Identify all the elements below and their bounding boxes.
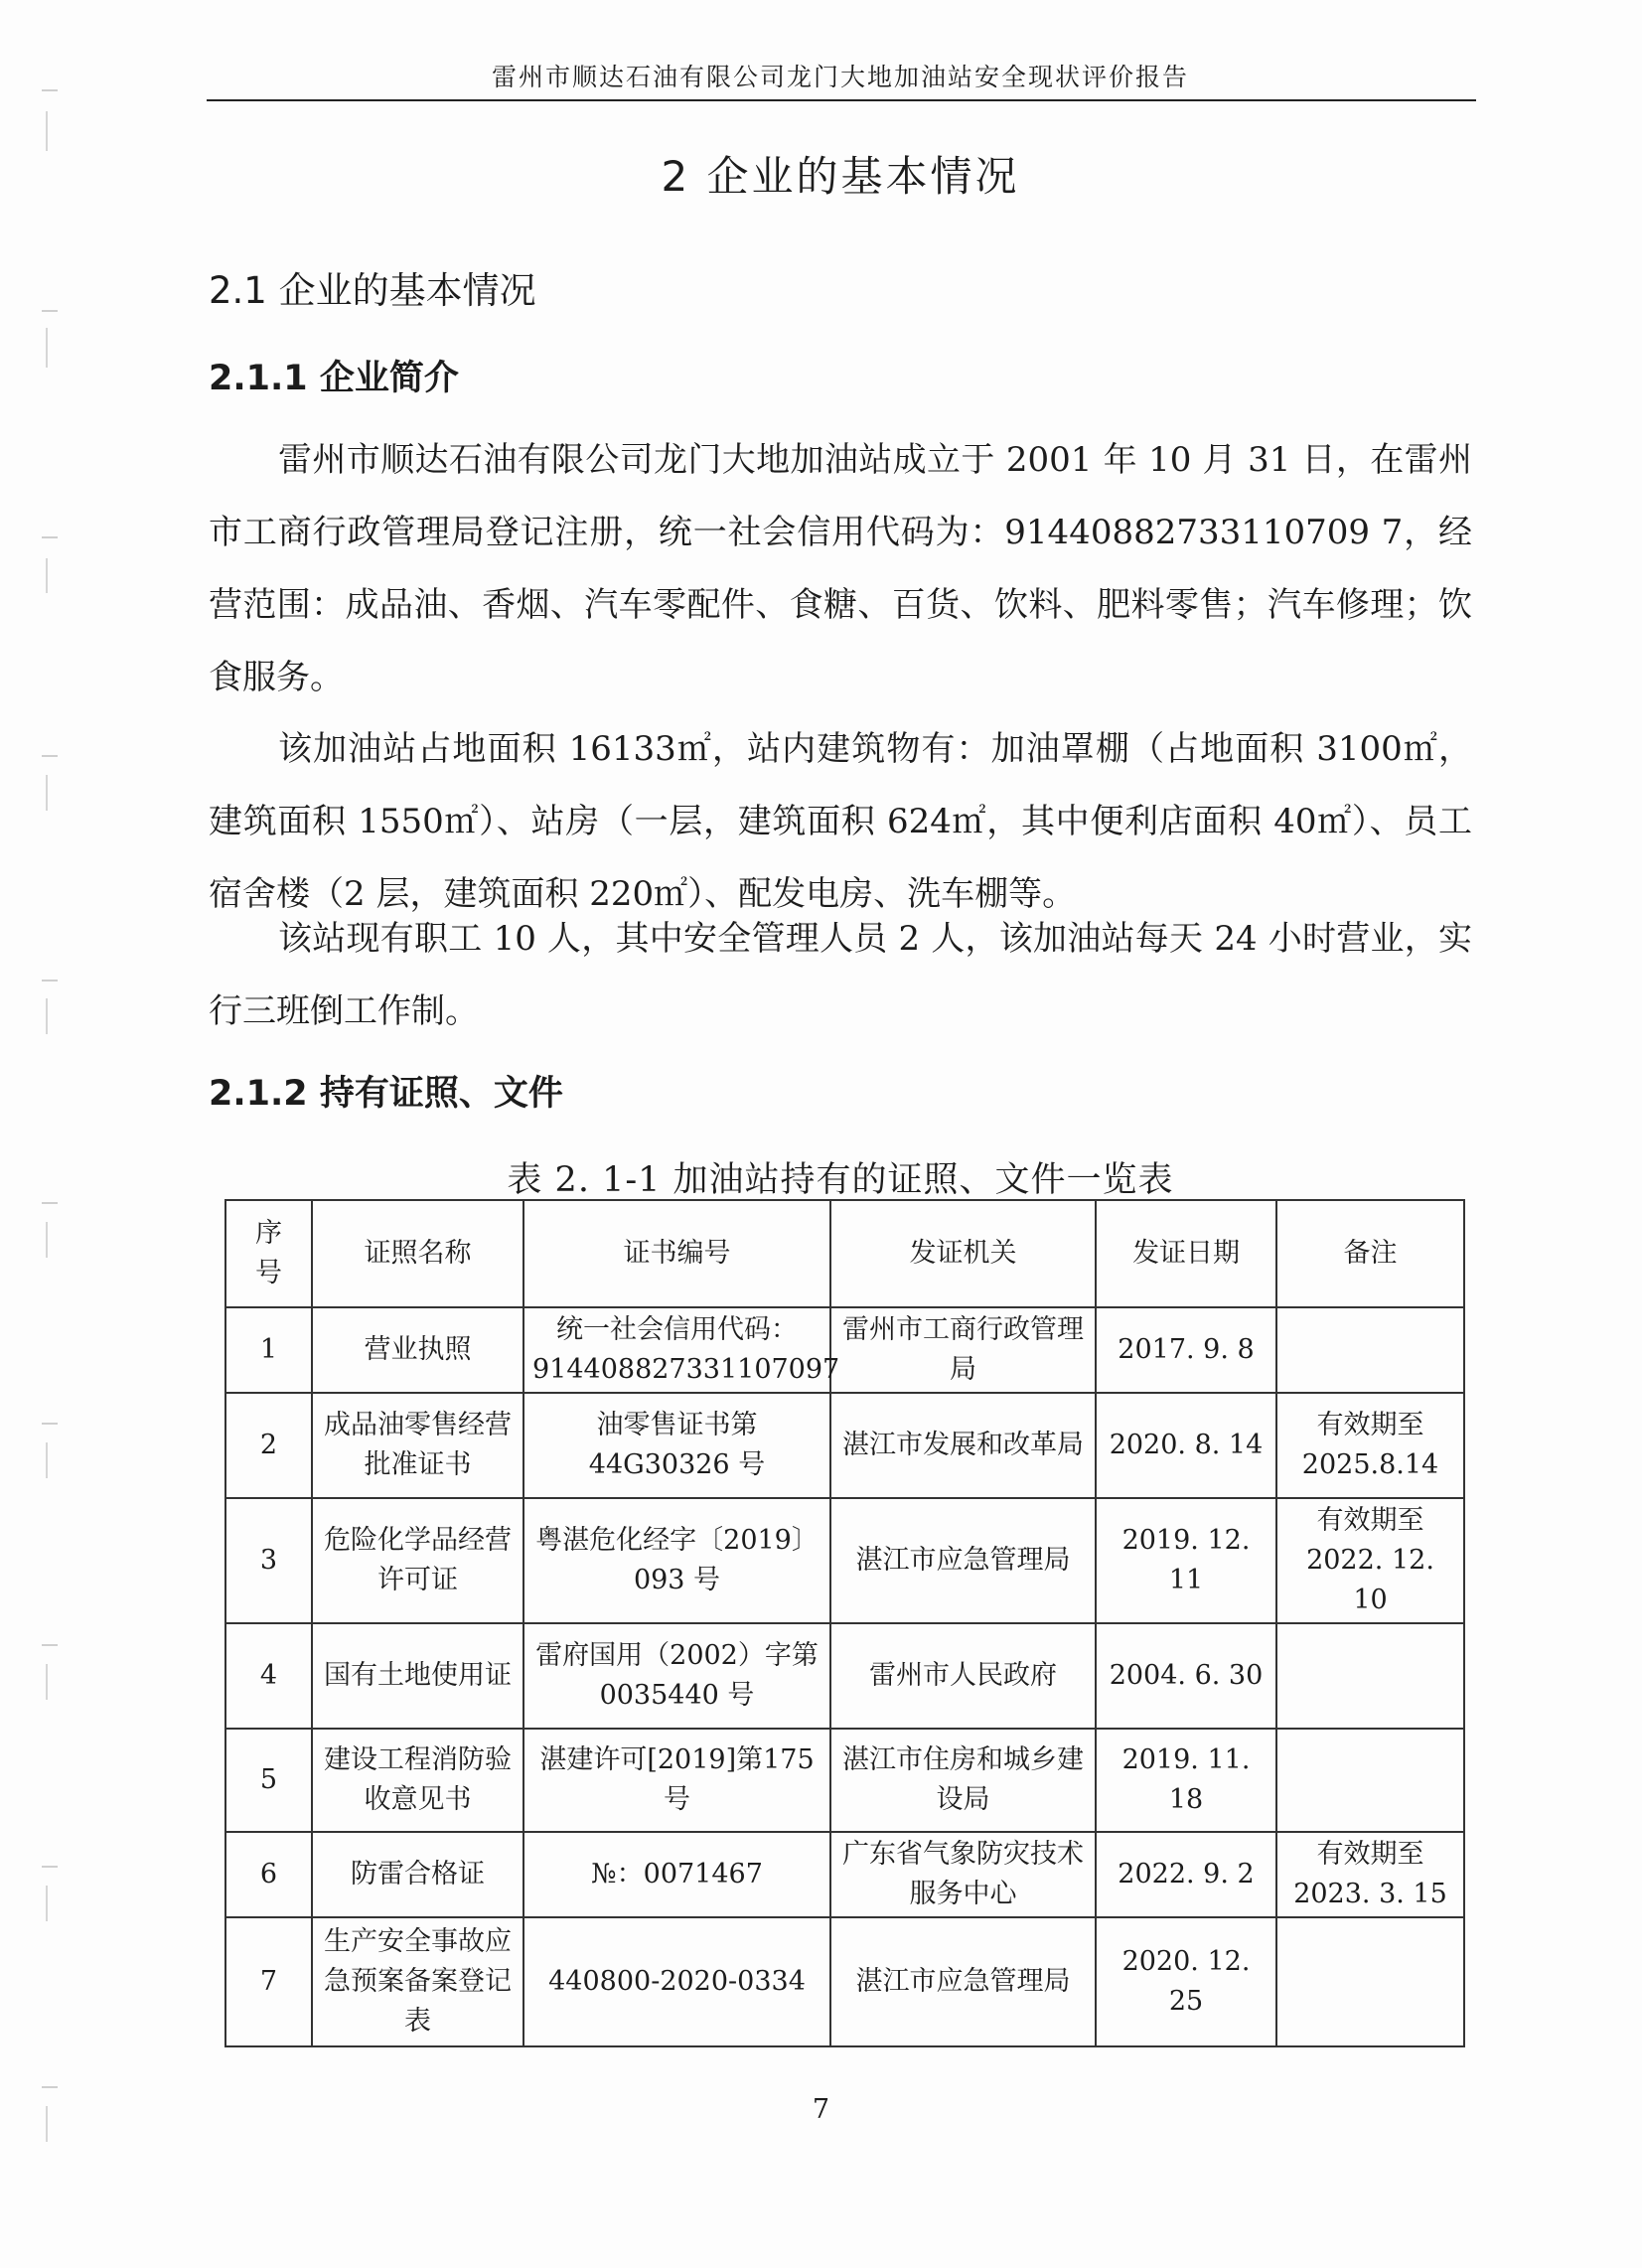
scan-margin-mark: [46, 328, 48, 368]
cell-date: 2022. 9. 2: [1096, 1832, 1276, 1917]
certificates-table: [224, 1199, 1465, 2047]
cell-name: 危险化学品经营许可证: [312, 1498, 523, 1623]
cell-name: 生产安全事故应急预案备案登记表: [312, 1917, 523, 2046]
table-row: [225, 1623, 1464, 1729]
cell-number: №：0071467: [523, 1832, 830, 1917]
cell-index: 3: [225, 1498, 312, 1623]
scan-margin-mark: [46, 558, 48, 593]
cell-number: 湛建许可[2019]第175号: [523, 1729, 830, 1832]
cell-name: 营业执照: [312, 1307, 523, 1393]
cell-number: 统一社会信用代码：914408827331107097: [523, 1307, 830, 1393]
scan-margin-mark: [46, 1664, 48, 1700]
cell-index: 4: [225, 1623, 312, 1729]
cell-index: 2: [225, 1393, 312, 1498]
cell-remark: [1276, 1917, 1464, 2046]
header-cell-date: 发证日期: [1096, 1200, 1276, 1307]
cell-issuer: 湛江市应急管理局: [830, 1917, 1096, 2046]
table-row: [225, 1917, 1464, 2046]
scan-margin-mark: [46, 1222, 48, 1258]
table-row: [225, 1307, 1464, 1393]
staff-paragraph: 该站现有职工 10 人，其中安全管理人员 2 人，该加油站每天 24 小时营业，实行三班倒工作制。: [209, 919, 1472, 1031]
cell-issuer: 湛江市应急管理局: [830, 1498, 1096, 1623]
intro-paragraph: 雷州市顺达石油有限公司龙门大地加油站成立于 2001 年 10 月 31 日，在雷州市工商行政管理局登记注册，统一社会信用代码为：91440882733110709 7，经营范围：成品油、香烟、汽车零配件、食糖、百货、饮料、肥料零售；汽车修理；饮食服务。: [209, 440, 1472, 697]
cell-index: 1: [225, 1307, 312, 1393]
cell-issuer: 湛江市住房和城乡建设局: [830, 1729, 1096, 1832]
chapter-title: 2 企业的基本情况: [661, 152, 1020, 201]
cell-date: 2019. 12. 11: [1096, 1498, 1276, 1623]
cell-date: 2019. 11. 18: [1096, 1729, 1276, 1832]
table-row: [225, 1393, 1464, 1498]
scan-margin-mark: [42, 1644, 58, 1646]
running-header: 雷州市顺达石油有限公司龙门大地加油站安全现状评价报告: [491, 63, 1189, 91]
scan-margin-mark: [46, 775, 48, 811]
table-row: [225, 1729, 1464, 1832]
header-cell-index: 序号: [225, 1200, 312, 1307]
cell-issuer: 湛江市发展和改革局: [830, 1393, 1096, 1498]
scan-margin-mark: [42, 1866, 58, 1868]
cell-remark: [1276, 1307, 1464, 1393]
site-area-paragraph: 该加油站占地面积 16133㎡，站内建筑物有：加油罩棚（占地面积 3100㎡，建筑面积 1550㎡）、站房（一层，建筑面积 624㎡，其中便利店面积 40㎡）、员工宿舍楼（2 层，建筑面积 220㎡）、配发电房、洗车棚等。: [209, 729, 1472, 914]
cell-name: 防雷合格证: [312, 1832, 523, 1917]
scan-margin-mark: [42, 536, 58, 538]
cell-remark: 有效期至 2022. 12. 10: [1276, 1498, 1464, 1623]
cell-date: 2020. 12. 25: [1096, 1917, 1276, 2046]
cell-date: 2020. 8. 14: [1096, 1393, 1276, 1498]
cell-issuer: 雷州市工商行政管理局: [830, 1307, 1096, 1393]
page-number: 7: [812, 2094, 830, 2125]
cell-number: 雷府国用（2002）字第 0035440 号: [523, 1623, 830, 1729]
header-cell-remark: 备注: [1276, 1200, 1464, 1307]
cell-remark: 有效期至 2025.8.14: [1276, 1393, 1464, 1498]
header-cell-name: 证照名称: [312, 1200, 523, 1307]
cell-index: 5: [225, 1729, 312, 1832]
section-heading-2-1-1: 2.1.1 企业简介: [209, 359, 459, 398]
table-caption: 表 2. 1-1 加油站持有的证照、文件一览表: [507, 1160, 1174, 1200]
section-heading-2-1: 2.1 企业的基本情况: [209, 269, 536, 312]
section-heading-2-1-2: 2.1.2 持有证照、文件: [209, 1074, 563, 1114]
table-header-row: [225, 1200, 1464, 1307]
cell-issuer: 雷州市人民政府: [830, 1623, 1096, 1729]
scan-margin-mark: [42, 310, 58, 312]
scan-margin-mark: [42, 1423, 58, 1425]
scan-margin-mark: [42, 89, 58, 91]
scan-margin-mark: [42, 755, 58, 757]
cell-index: 7: [225, 1917, 312, 2046]
cell-remark: [1276, 1729, 1464, 1832]
cell-name: 建设工程消防验收意见书: [312, 1729, 523, 1832]
cell-name: 成品油零售经营批准证书: [312, 1393, 523, 1498]
scan-margin-mark: [42, 2086, 58, 2088]
cell-index: 6: [225, 1832, 312, 1917]
cell-date: 2004. 6. 30: [1096, 1623, 1276, 1729]
scan-margin-mark: [46, 1442, 48, 1478]
table-row: [225, 1498, 1464, 1623]
cell-number: 油零售证书第 44G30326 号: [523, 1393, 830, 1498]
cell-number: 粤湛危化经字〔2019〕093 号: [523, 1498, 830, 1623]
cell-remark: [1276, 1623, 1464, 1729]
scan-margin-mark: [46, 1886, 48, 1921]
table-row: [225, 1832, 1464, 1917]
cell-number: 440800-2020-0334: [523, 1917, 830, 2046]
scan-margin-mark: [46, 111, 48, 151]
cell-date: 2017. 9. 8: [1096, 1307, 1276, 1393]
scan-margin-mark: [42, 980, 58, 982]
header-cell-issuer: 发证机关: [830, 1200, 1096, 1307]
cell-name: 国有土地使用证: [312, 1623, 523, 1729]
header-cell-number: 证书编号: [523, 1200, 830, 1307]
cell-issuer: 广东省气象防灾技术服务中心: [830, 1832, 1096, 1917]
scan-margin-mark: [46, 998, 48, 1034]
cell-remark: 有效期至 2023. 3. 15: [1276, 1832, 1464, 1917]
header-rule: [207, 99, 1476, 101]
scan-margin-mark: [42, 1202, 58, 1204]
